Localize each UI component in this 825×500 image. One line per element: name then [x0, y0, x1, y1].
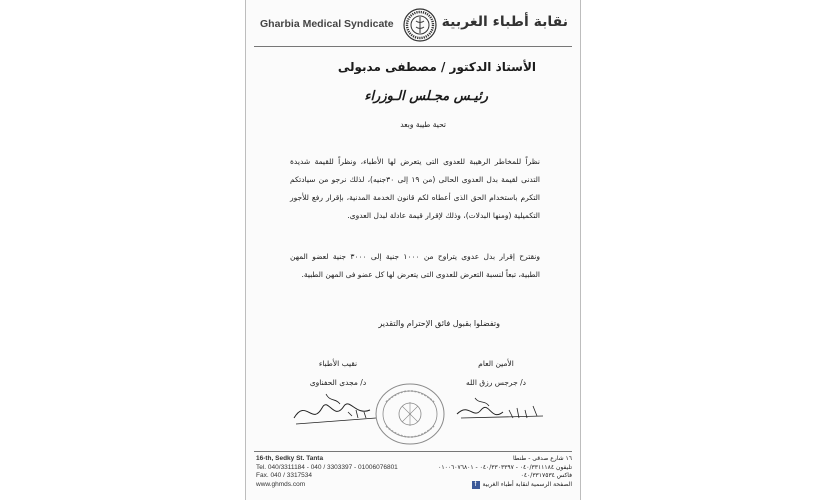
- official-seal: [374, 382, 446, 446]
- syndicate-logo: [403, 8, 437, 42]
- footer-ar-line: تليفون ٠٤٠/٣٣١١١٨٤ - ٠٤٠/٣٣٠٣٣٩٧ - ٠١٠٠٦٠٧٦٨٠١: [438, 463, 572, 471]
- org-name-arabic: نقابة أطباء الغربية: [441, 14, 568, 30]
- addressee-title: رئيـس مجـلس الـوزراء: [364, 89, 488, 104]
- right-signatory-title: الأمين العام: [478, 359, 514, 368]
- footer-en-line: 16-th, Sedky St. Tanta: [256, 455, 324, 462]
- closing-line: وتفضلوا بقبول فائق الإحترام والتقدير: [378, 319, 500, 328]
- left-signatory-title: نقيب الأطباء: [318, 359, 358, 368]
- footer-arabic-address: [438, 455, 572, 489]
- greeting: تحية طيبة وبعد: [400, 120, 446, 129]
- footer-en-line: Tel. 040/3311184 - 040 / 3303397 - 01006076801: [256, 463, 398, 471]
- footer-ar-line: [438, 481, 572, 490]
- facebook-icon: f: [472, 481, 480, 489]
- footer-english-address: [256, 455, 398, 489]
- right-signatory-name: د/ جرجس رزق الله: [466, 378, 526, 387]
- left-signatory-name: د/ مجدى الحفناوى: [309, 378, 367, 387]
- footer-en-line: Fax. 040 / 3317534: [256, 472, 313, 479]
- facebook-page-label: الصفحة الرسمية لنقابة أطباء الغربية: [482, 480, 572, 488]
- header-divider: [254, 46, 572, 47]
- org-name-english: Gharbia Medical Syndicate: [260, 18, 394, 30]
- footer-ar-line: فاكس ٠٤٠/٣٣١٧٥٣٤: [520, 472, 572, 479]
- body-paragraph-2: ونقترح إقرار بدل عدوى يتراوح من ١٠٠٠ جنية إلى ٣٠٠٠ جنية لعضو المهن الطبية، تبعاً لنسبة التعرض للعدوى التى يتعرض لها كل عضو فى المهن الطبية.: [290, 252, 540, 279]
- footer-divider: [254, 451, 572, 452]
- letter-page: [245, 0, 581, 500]
- footer-en-line: www.ghmds.com: [256, 480, 306, 488]
- addressee: الأستاذ الدكتور / مصطفى مدبولى: [337, 60, 536, 74]
- right-handwritten-signature: [451, 388, 551, 430]
- left-handwritten-signature: [286, 388, 386, 430]
- body-paragraph-1: نظراً للمخاطر الرهيبة للعدوى التى يتعرض لها الأطباء، ونظراً للقيمة شديدة التدنى لقيمة بدل العدوى الحالى (من ١٩ إلى ٣٠جنيه)، لذلك نرجو من سيادتكم التكرم باستخدام الحق الذى أعطاه لكم قانون الخدمة المدنية، بإقرار رفع للأجور التكميلية (ومنها البدلات)، وذلك لإقرار قيمة عادلة لبدل العدوى.: [290, 157, 540, 220]
- footer-ar-line: ١٦ شارع صدقى - طنطا: [512, 455, 572, 462]
